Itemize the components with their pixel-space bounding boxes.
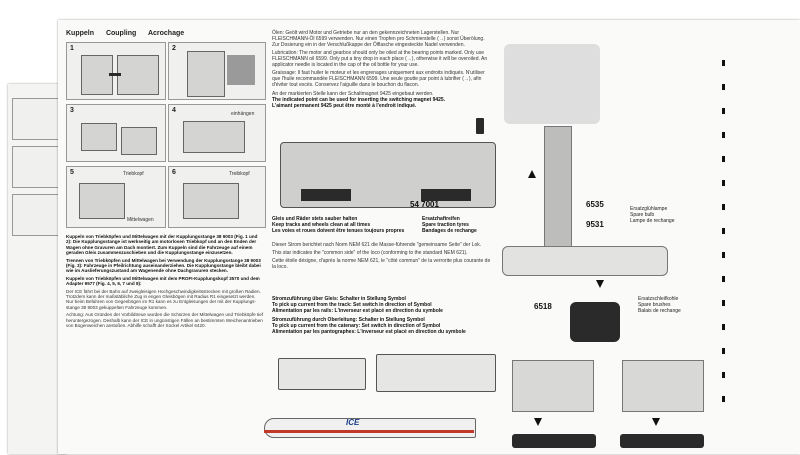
tyres-de: Ersatzhaftreifen — [422, 216, 460, 222]
figure-4 — [168, 104, 266, 162]
left-figure — [12, 146, 62, 188]
wheelset-image — [512, 434, 596, 448]
paragraph: Der ICE fährt bei der Bahn auf zweigleisigen Hochgeschwindigkeitsstrecken mit großen Radien. Trotzdem kann der maßstäbliche Zug in engen Gleisbögen mit Radius R1 eingesetzt werden. Nur beim Befahren von Gegenbögen im R1 kann es zu Entgleisungen der mit der Kupplungsstange 38 9003 gekuppelten Fahrzeuge kommen. — [66, 288, 261, 310]
oil-de: Ölen: Geölt wird Motor und Getriebe nur an den gekennzeichneten Lagerstellen. Nur FLEISCHMANN-Öl 6599 verwenden. Nur einen Tropfen pro Schmierstelle (→) sonst Überölung. Zur Dosierung ein in der Verschlußkappe der Ölflasche eingesteckte Nadel verwenden. — [272, 30, 485, 48]
clean-de: Gleis und Räder stets sauber halten — [272, 216, 358, 222]
lubrication-text — [272, 30, 492, 109]
housing-image — [502, 246, 668, 276]
arrow-down-icon — [596, 280, 604, 288]
motor-block — [544, 126, 572, 248]
left-figure — [12, 194, 62, 236]
brush-caption — [638, 296, 681, 314]
label-mittelwagen: Mittelwagen — [127, 217, 154, 223]
nem-text — [272, 242, 494, 270]
current2-fr: Alimentation par les pantographes: L'inverseur est placé en direction du symbole — [272, 329, 466, 335]
figure-6 — [168, 166, 266, 228]
arrow-down-icon — [534, 418, 542, 426]
current2-en: To pick up current from the catenary: Set switch in direction of Symbol — [272, 323, 441, 329]
header-coupling: Coupling — [105, 30, 137, 37]
header-kuppeln: Kuppeln — [66, 30, 94, 37]
brush-fr: Balais de rechange — [638, 308, 681, 314]
wheelset-image — [620, 434, 704, 448]
clean-en: Keep tracks and wheels clean at all times — [272, 222, 371, 228]
current2-de: Stromzuführung durch Oberleitung: Schalter in Stellung Symbol — [272, 317, 425, 323]
header-acrochage: Acrochage — [147, 30, 185, 37]
figure-number: 6 — [172, 169, 176, 176]
manual-page — [58, 20, 800, 454]
part-number: 9531 — [586, 220, 604, 229]
bogie-image — [512, 360, 594, 412]
lamp-en: Spare bulb — [630, 212, 655, 218]
oil-en: Lubrication: The motor and gearbox should only be oiled at the bearing points marked. Only use FLEISCHMANN oil 6599. Only put a tiny drop in each place (→), otherwise it will be overoiled. An applicator needle is located in the cap of the oil bottle for your use. — [272, 50, 488, 68]
figure-3 — [66, 104, 166, 162]
part-number: 6518 — [534, 302, 552, 311]
nem-de: Dieser Strom berichtet nach Norm NEM 621 die Masse-führende "gemeinsame Seite" der Lok. — [272, 242, 482, 248]
figure-number: 1 — [70, 45, 74, 52]
current-text — [272, 296, 494, 335]
nem-en: This star indicates the "common side" of the loco (conforming to the standard NEM 621). — [272, 250, 468, 256]
clean-fr: Les voies et roues doivent être tenues toujours propres — [272, 228, 405, 234]
margin-marks — [722, 60, 725, 420]
lamp-de: Ersatzglühlampe — [630, 206, 668, 212]
label-triebkopf: Triebkopf — [123, 171, 144, 177]
loco-underside-image — [278, 358, 366, 390]
arrow-up-icon — [528, 170, 536, 178]
nem-fr: Cette étoile désigne, d'après la norme NEM 621, le "côté commun" de la verrorite plus courante de la loco. — [272, 258, 491, 270]
label-einhaengen: einhängen — [231, 111, 255, 117]
paragraph: Kuppeln von Triebköpfen und Mittelwagen mit der Kupplungsstange 38 9003 (Fig. 1 und 2): Die Kupplungsstange ist werkseitig am motorlosen Triebkopf und an den Enden der Wagen ohne Gravuren am Dach montiert. Zum Kuppeln sind die Fahrzeuge auf einem geraden Gleis zusammenzuschieben und die Kupplungsstange einzusetzen. — [66, 234, 258, 256]
figure-number: 2 — [172, 45, 176, 52]
figure-number: 4 — [172, 107, 176, 114]
paragraph: Achtung: Aus Gründen der Vorbildtreue wurden die Schürzen der Mittelwagen und Triebköpfe tief heruntergezogen. Deshalb kann der ICE in ungünstigen Fällen an bestimmten Weichenantrieben von Bogenweichen anstoßen. Abhilfe schafft der Sockel Artikel 6420. — [66, 312, 264, 329]
figure-number: 3 — [70, 107, 74, 114]
bogie-image — [622, 360, 704, 412]
figure-5 — [66, 166, 166, 228]
chassis-image — [280, 142, 496, 208]
magnet-fr: L'aimant permanent 9425 peut être monté à l'endroit indiqué. — [272, 103, 417, 109]
tyres-fr: Bandages de rechange — [422, 228, 477, 234]
current1-en: To pick up current from the track: Set switch in direction of Symbol — [272, 302, 432, 308]
section-header — [66, 30, 194, 37]
train-label: ICE — [346, 418, 360, 427]
magnet-de: An der markierten Stelle kann der Schaltmagnet 9425 eingebaut werden. — [272, 91, 434, 97]
cleaning-text — [272, 216, 412, 234]
left-figure — [12, 98, 62, 140]
current1-fr: Alimentation par les rails: L'inverseur est placé en direction du symbole — [272, 308, 443, 314]
oil-bottle-icon — [476, 118, 484, 134]
paragraph: Trennen von Triebköpfen und Mittelwagen bei Verwendung der Kupplungsstange 38 9003 (Fig. 3): Fahrzeuge in Pfeilrichtung auseinanderziehen. Die Kupplungsstange bleibt dabei wie im Auslieferungszustand am Wagenende ohne Dachgravuren stecken. — [66, 257, 261, 274]
hand-photo — [504, 44, 600, 124]
figure-1 — [66, 42, 166, 100]
label-treibkopf: Treibkopf — [229, 171, 250, 177]
figure-number: 5 — [70, 169, 74, 176]
motor-image — [570, 302, 620, 342]
arrow-down-icon — [652, 418, 660, 426]
loco-underside-image — [376, 354, 496, 392]
figure-2 — [168, 42, 266, 100]
oil-fr: Graissage: Il faut huiler le moteur et les engrenages uniquement aux endroits indiqués. N'utiliser que l'huile recommandée FLEISCHMANN 6599. Une seule goutte par point à lubrifier (→), afin d'éviter tout excès. Conservez l'aiguille dans le bouchon du flacon. — [272, 70, 485, 88]
part-number: 6535 — [586, 200, 604, 209]
lamp-caption — [630, 206, 674, 224]
magnet-en: The indicated point can be used for inserting the switching magnet 9425. — [272, 97, 446, 103]
coupling-text — [66, 234, 264, 329]
ice-train-image — [254, 408, 494, 448]
paragraph: Kuppeln von Triebköpfen und Mittelwagen mit dem PROFI-Kupplungskopf 3570 und dem Adapter 9577 (Fig. 4, 5, 6, 7 und 8): — [66, 275, 260, 287]
part-number: 54 7001 — [410, 200, 439, 209]
tyres-en: Spare traction tyres — [422, 222, 469, 228]
current1-de: Stromzuführung über Gleis: Schalter in Stellung Symbol — [272, 296, 406, 302]
lamp-fr: Lampe de rechange — [630, 218, 675, 224]
brush-en: Spare brushes — [638, 302, 671, 308]
tyres-text — [422, 216, 502, 234]
brush-de: Ersatzschleifkohle — [638, 296, 679, 302]
